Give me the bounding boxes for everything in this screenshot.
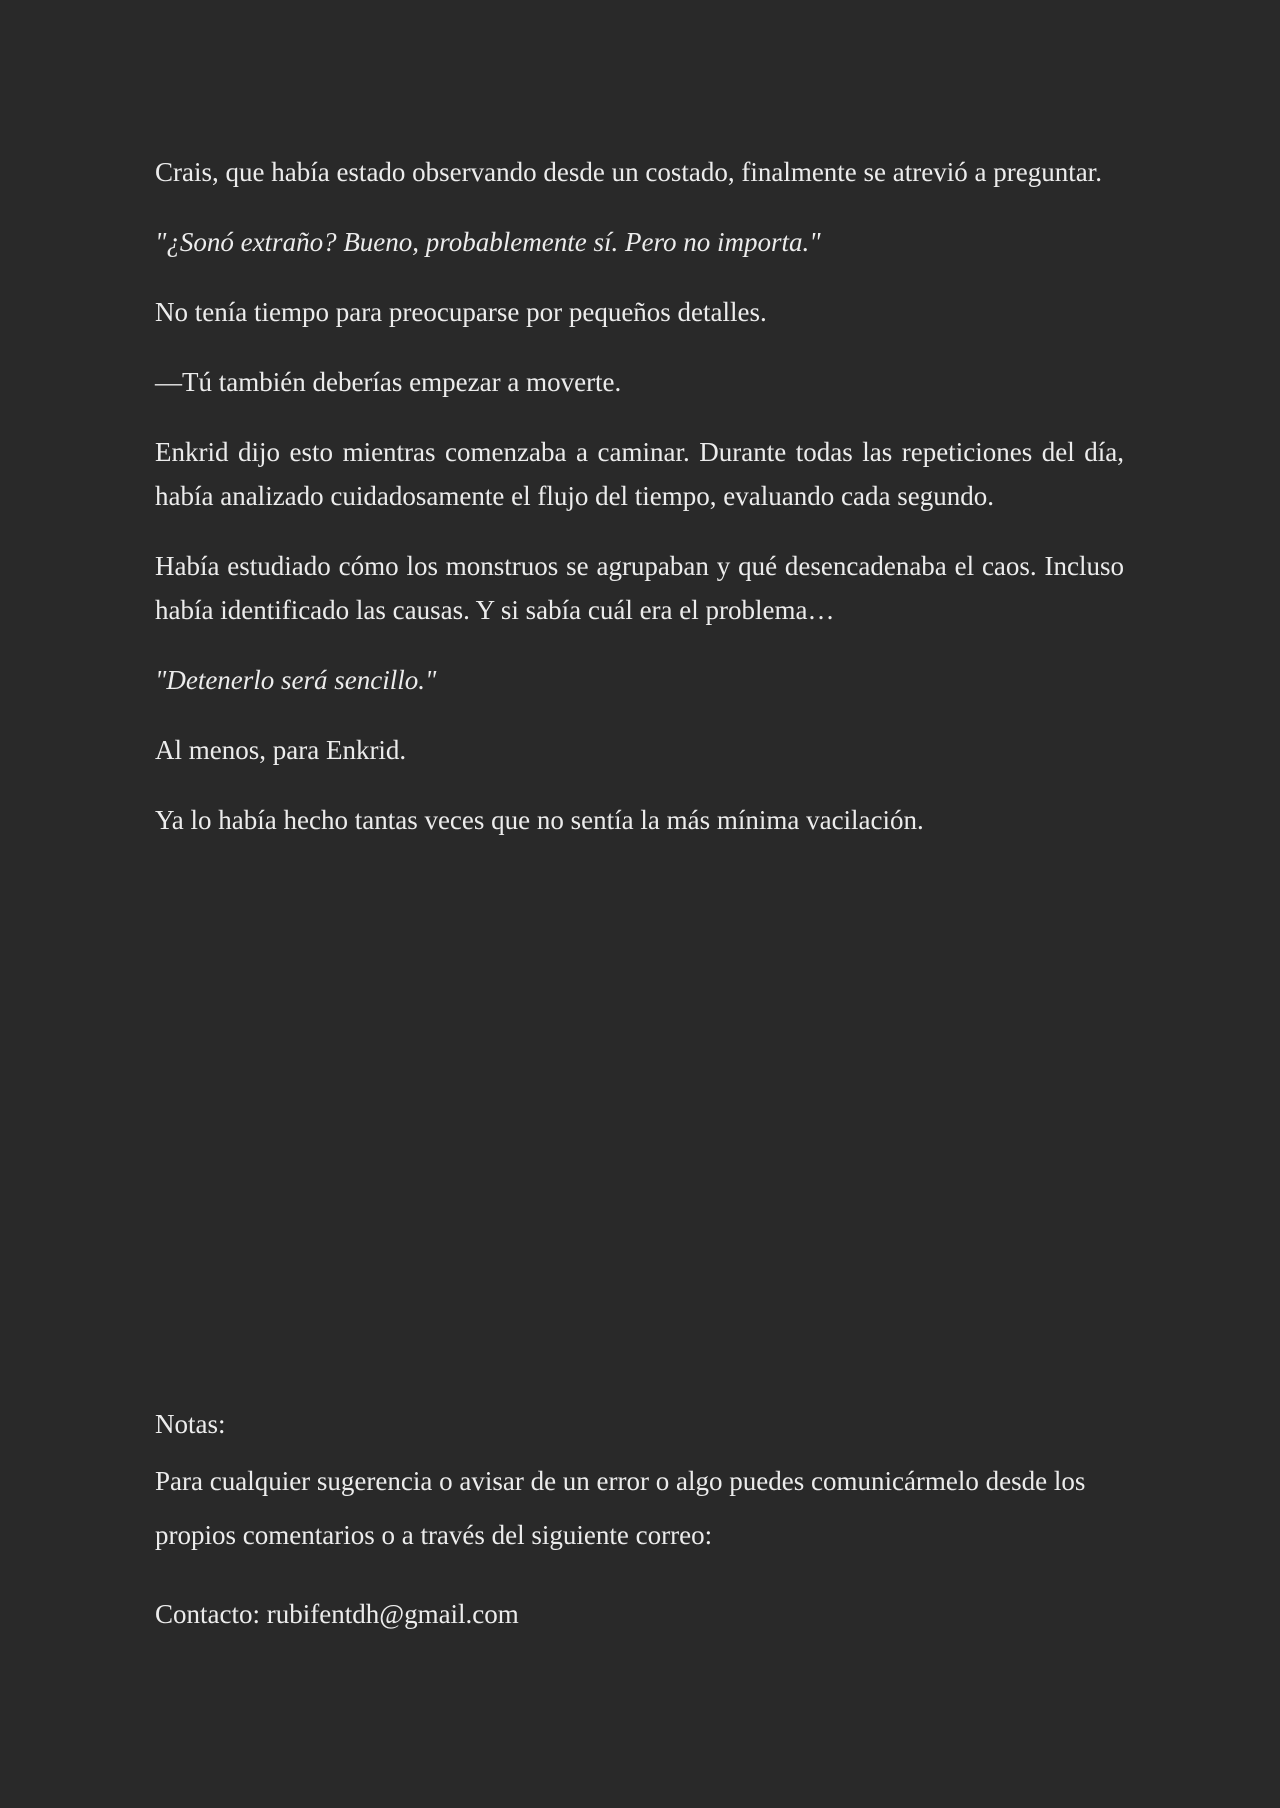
paragraph-9: Ya lo había hecho tantas veces que no sentía la más mínima vacilación. [155, 805, 924, 835]
paragraph-7-thought: "Detenerlo será sencillo." [155, 665, 437, 695]
author-notes [155, 1402, 1124, 1636]
chapter-text [155, 150, 1124, 868]
notes-title: Notas: [155, 1409, 226, 1439]
paragraph-5: Enkrid dijo esto mientras comenzaba a caminar. Durante todas las repeticiones del día, había analizado cuidadosamente el flujo del tiempo, evaluando cada segundo. [155, 437, 1124, 511]
paragraph-4-dialogue: —Tú también deberías empezar a moverte. [155, 367, 622, 397]
notes-body: Para cualquier sugerencia o avisar de un error o algo puedes comunicármelo desde los propios comentarios o a través del siguiente correo: [155, 1466, 1086, 1550]
paragraph-1: Crais, que había estado observando desde un costado, finalmente se atrevió a preguntar. [155, 157, 1102, 187]
contact-email: Contacto: rubifentdh@gmail.com [155, 1599, 519, 1629]
paragraph-3: No tenía tiempo para preocuparse por pequeños detalles. [155, 297, 767, 327]
paragraph-2-thought: "¿Sonó extraño? Bueno, probablemente sí. Pero no importa." [155, 227, 821, 257]
paragraph-8: Al menos, para Enkrid. [155, 735, 407, 765]
paragraph-6: Había estudiado cómo los monstruos se agrupaban y qué desencadenaba el caos. Incluso había identificado las causas. Y si sabía cuál era el problema… [155, 551, 1124, 625]
